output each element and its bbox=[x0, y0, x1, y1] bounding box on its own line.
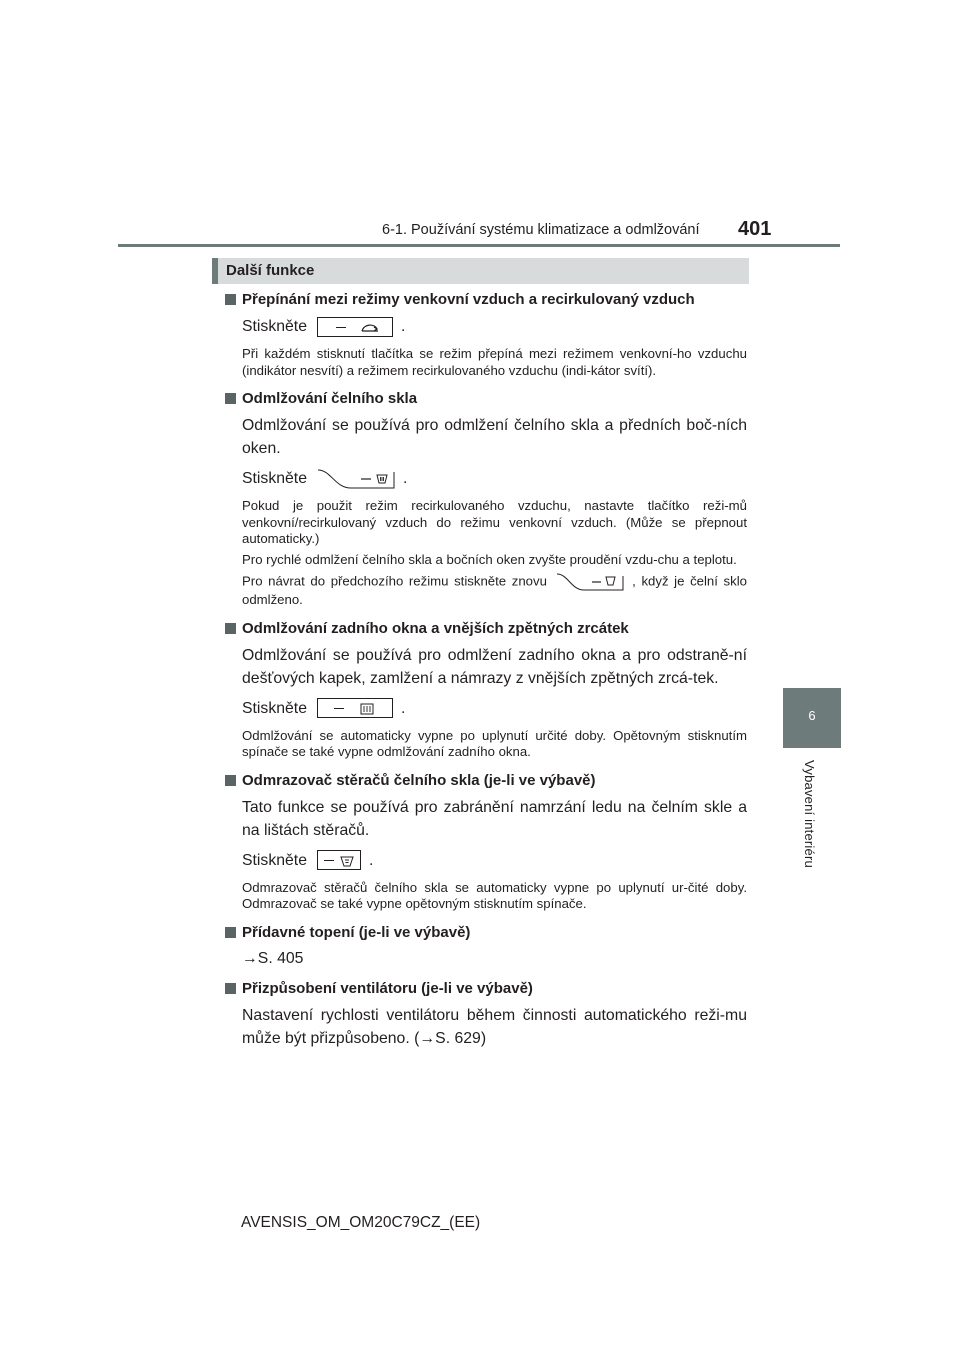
item-auxiliary-heater bbox=[225, 923, 747, 970]
item-body: Odmlžování se používá pro odmlžení čelního skla a předních boč-ních oken. bbox=[242, 417, 747, 457]
item-body: Tato funkce se používá pro zabránění namrzání ledu na čelním skle a na lištách stěračů. bbox=[242, 798, 747, 839]
rear-defogger-icon bbox=[360, 703, 374, 715]
content bbox=[225, 290, 747, 1057]
bullet-square bbox=[225, 775, 236, 786]
chapter-tab bbox=[783, 688, 841, 748]
period: . bbox=[368, 851, 374, 869]
press-line bbox=[242, 315, 747, 338]
item-heading-text: Přizpůsobení ventilátoru (je-li ve výbavě) bbox=[242, 979, 533, 997]
period: . bbox=[400, 318, 406, 335]
wiper-deicer-icon bbox=[340, 855, 354, 867]
note: Při každém stisknutí tlačítka se režim přepíná mezi režimem venkovní-ho vzduchu (indikátor nesvítí) a režimem recirkulovaného vzduchu (indi-kátor svítí). bbox=[242, 346, 747, 378]
windshield-defogger-icon bbox=[376, 473, 388, 485]
wiper-deicer-button bbox=[317, 850, 361, 870]
item-wiper-deicer bbox=[225, 771, 747, 913]
page-reference: →S. 405 bbox=[242, 949, 304, 967]
item-heading bbox=[225, 290, 747, 310]
press-line bbox=[242, 697, 747, 720]
item-rear-defog bbox=[225, 619, 747, 761]
press-text: Stiskněte bbox=[242, 699, 307, 717]
press-text: Stiskněte bbox=[242, 470, 307, 487]
item-body: Odmlžování se používá pro odmlžení zadního okna a pro odstraně-ní dešťových kapek, zamlžení a námrazy z vnějších zpětných zrcá-tek. bbox=[242, 646, 747, 687]
section-bar bbox=[212, 258, 749, 284]
note: Odmlžování se automaticky vypne po uplynutí určité doby. Opětovným stisknutím spínače se také vypne odmlžování zadního okna. bbox=[242, 727, 747, 759]
item-heading-text: Odmlžování čelního skla bbox=[242, 390, 418, 407]
bullet-square bbox=[225, 393, 236, 404]
note: Pokud je použit režim recirkulovaného vzduchu, nastavte tlačítko reži-mů venkovní/recirkulovaný vzduch do režimu venkovní vzduch. (Může se přepnout automaticky.) bbox=[242, 498, 747, 546]
section-title: Další funkce bbox=[226, 262, 315, 279]
note: Pro rychlé odmlžení čelního skla a bočních oken zvyšte proudění vzdu-chu a teplotu. bbox=[242, 551, 737, 567]
press-line bbox=[242, 467, 747, 490]
bullet-square bbox=[225, 927, 236, 938]
item-heading-text: Odmlžování zadního okna a vnějších zpětných zrcátek bbox=[242, 619, 629, 637]
chapter-label: Vybavení interiéru bbox=[802, 760, 817, 868]
rear-defogger-button bbox=[317, 698, 393, 718]
item-recirculation bbox=[225, 290, 747, 379]
windshield-defogger-button-inline bbox=[556, 572, 624, 592]
item-heading-text: Přídavné topení (je-li ve výbavě) bbox=[242, 923, 471, 941]
page-number: 401 bbox=[738, 218, 772, 240]
item-heading bbox=[225, 619, 747, 639]
press-text: Stiskněte bbox=[242, 318, 307, 335]
item-body: Nastavení rychlosti ventilátoru během činnosti automatického reži-mu může být přizpůsobeno. (→S. 629) bbox=[242, 1006, 747, 1047]
period: . bbox=[400, 699, 406, 717]
header-rule bbox=[118, 244, 840, 247]
item-fan-customization bbox=[225, 979, 747, 1050]
period: . bbox=[402, 470, 408, 487]
item-heading-text: Přepínání mezi režimy venkovní vzduch a recirkulovaný vzduch bbox=[242, 291, 695, 308]
item-heading-text: Odmrazovač stěračů čelního skla (je-li ve výbavě) bbox=[242, 771, 596, 789]
document-code: AVENSIS_OM_OM20C79CZ_(EE) bbox=[241, 1214, 481, 1231]
windshield-defogger-button bbox=[317, 468, 395, 490]
press-line bbox=[242, 849, 747, 872]
item-heading bbox=[225, 979, 747, 999]
recirculation-icon bbox=[360, 321, 380, 335]
note-inline-button: Pro návrat do předchozího režimu stiskněte znovu , když je čelní sklo odmlženo. bbox=[242, 573, 747, 607]
note: Odmrazovač stěračů čelního skla se automaticky vypne po uplynutí ur-čité doby. Odmrazovač se také vypne opětovným stisknutím spínače. bbox=[242, 879, 747, 911]
press-text: Stiskněte bbox=[242, 851, 307, 869]
running-header: 6-1. Používání systému klimatizace a odmlžování bbox=[382, 222, 700, 238]
item-windshield-defog bbox=[225, 389, 747, 609]
recirculation-button bbox=[317, 317, 393, 337]
bullet-square bbox=[225, 294, 236, 305]
item-heading bbox=[225, 771, 747, 791]
chapter-number: 6 bbox=[808, 708, 816, 723]
bullet-square bbox=[225, 983, 236, 994]
item-heading bbox=[225, 389, 747, 409]
bullet-square bbox=[225, 623, 236, 634]
item-heading bbox=[225, 923, 747, 943]
